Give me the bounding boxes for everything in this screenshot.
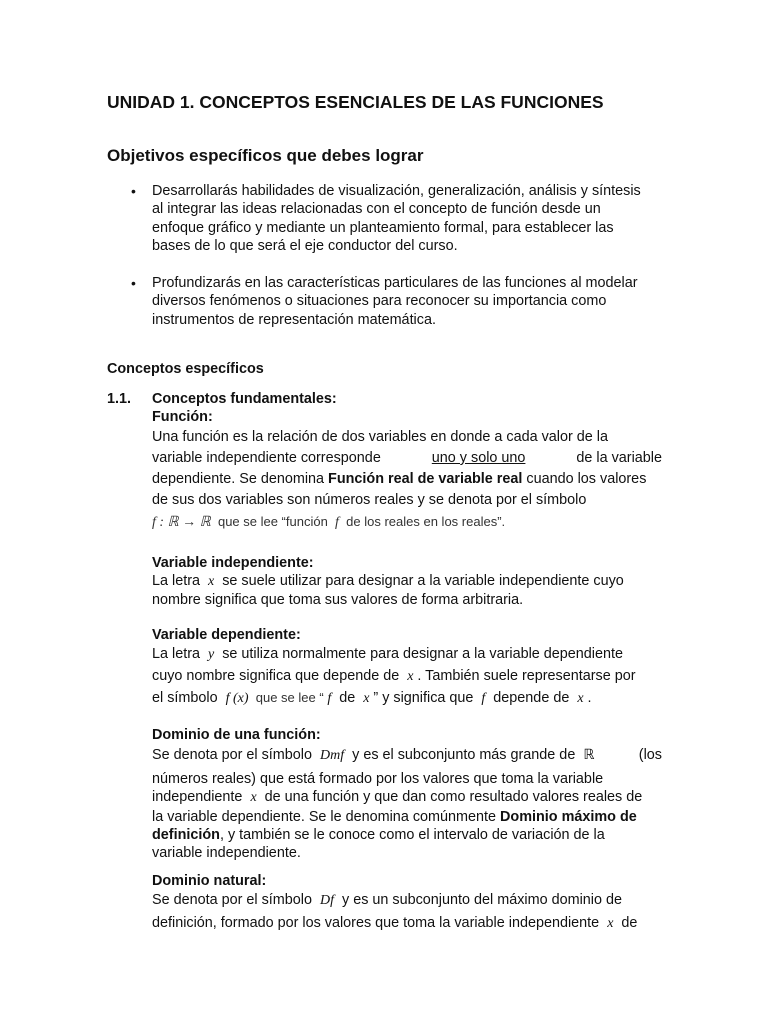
- objective-item-1: [152, 182, 662, 255]
- dominio-line-3-a: independiente: [152, 789, 251, 806]
- bullet-icon: •: [131, 275, 136, 291]
- funcion-line-4: de sus dos variables son números reales y se denota por el símbolo: [152, 492, 587, 508]
- dominio-heading: Dominio de una función:: [152, 727, 321, 743]
- funcion-real-term: Función real de variable real: [328, 471, 523, 487]
- var-dep-line-2-a: cuyo nombre significa que depende de: [152, 667, 408, 684]
- var-dep-line-3-c: de: [331, 690, 364, 706]
- var-dep-line-1-b: se utiliza normalmente para designar a la variable dependiente: [214, 646, 624, 662]
- dominio-natural-paragraph: [152, 889, 662, 935]
- funcion-heading: Función:: [152, 409, 213, 425]
- funcion-line-2-a: variable independiente corresponde: [152, 450, 385, 466]
- dominio-line-1-a: Se denota por el símbolo: [152, 747, 320, 763]
- var-dep-line-3-end: .: [583, 690, 592, 706]
- funcion-line-1: Una función es la relación de dos variables en donde a cada valor de la: [152, 429, 609, 445]
- dominio-line-1: [152, 744, 662, 767]
- dominio-line-4: [152, 808, 662, 826]
- var-dep-line-3: [152, 687, 662, 710]
- bullet-icon: •: [131, 183, 136, 199]
- var-dep-line-3-e: depende de: [485, 690, 578, 706]
- var-ind-line-1: [152, 572, 662, 591]
- section-number: 1.1.: [107, 391, 132, 407]
- dominio-paragraph: [152, 744, 662, 862]
- dominio-line-1-b: y es el subconjunto más grande de: [344, 747, 584, 763]
- dominio-natural-heading: Dominio natural:: [152, 873, 267, 889]
- reals-symbol: ℝ: [583, 748, 595, 763]
- uno-y-solo-uno: uno y solo uno: [431, 450, 526, 466]
- objective-1-line-2: al integrar las ideas relacionadas con el concepto de función desde un: [152, 201, 601, 218]
- var-independiente-paragraph: [152, 572, 662, 610]
- var-dep-x-2: x: [363, 691, 370, 706]
- objective-1-line-4: bases de lo que será el eje conductor del curso.: [152, 237, 458, 254]
- objectives-title: Objetivos específicos que debes lograr: [107, 146, 424, 165]
- dominio-maximo-term: Dominio máximo de: [500, 808, 637, 825]
- var-ind-x: x: [208, 574, 215, 589]
- funcion-line-5-f: f: [335, 515, 339, 530]
- funcion-line-3: [152, 469, 662, 490]
- definicion-term: definición: [152, 826, 220, 843]
- dominio-x: x: [250, 790, 257, 806]
- var-ind-line-1-b: se suele utilizar para designar a la variable independiente cuyo: [214, 573, 624, 589]
- var-dep-line-2: [152, 666, 662, 688]
- funcion-line-5: [152, 511, 662, 533]
- var-dep-line-3-a: el símbolo: [152, 690, 226, 706]
- var-dep-x-3: x: [577, 691, 584, 706]
- dominio-line-3-b: de una función y que dan como resultado valores reales de: [256, 789, 643, 806]
- var-ind-line-1-a: La letra: [152, 573, 208, 589]
- objective-item-2: [152, 274, 662, 329]
- objective-1-line-1: Desarrollarás habilidades de visualización, generalización, análisis y síntesis: [152, 183, 641, 199]
- dominio-natural-line-1: [152, 889, 662, 912]
- var-dep-line-3-b: que se lee “: [248, 690, 328, 705]
- var-ind-line-2: nombre significa que toma sus valores de forma arbitraria.: [152, 592, 524, 609]
- dominio-natural-line-2-b: de: [613, 915, 638, 931]
- funcion-line-3-b: cuando los valores: [522, 471, 647, 487]
- var-dep-f: f: [327, 691, 332, 706]
- var-dep-x: x: [407, 668, 414, 684]
- dominio-line-3: [152, 788, 662, 807]
- var-dependiente-paragraph: [152, 644, 662, 710]
- funcion-line-5-a: que se lee “función: [210, 514, 336, 529]
- section-title: Conceptos fundamentales:: [152, 391, 337, 407]
- dominio-line-5-b: , y también se le conoce como el intervalo de variación de la: [219, 826, 605, 843]
- objective-1-line-3: enfoque gráfico y mediante un planteamiento formal, para establecer las: [152, 219, 614, 236]
- var-dep-f-2: f: [481, 691, 486, 706]
- funcion-paragraph: [152, 427, 662, 533]
- var-dep-line-3-d: ” y significa que: [369, 690, 482, 706]
- var-dep-line-2-b: . También suele representarse por: [413, 667, 636, 684]
- dominio-line-2: números reales) que está formado por los valores que toma la variable: [152, 771, 604, 787]
- funcion-line-3-a: dependiente. Se denomina: [152, 471, 329, 487]
- funcion-line-2: [152, 448, 662, 469]
- objective-2-line-1: Profundizarás en las características particulares de las funciones al modelar: [152, 275, 638, 291]
- unit-title: UNIDAD 1. CONCEPTOS ESENCIALES DE LAS FUNCIONES: [107, 92, 604, 112]
- dominio-line-4-a: la variable dependiente. Se le denomina comúnmente: [152, 808, 501, 825]
- objective-2-line-3: instrumentos de representación matemática.: [152, 311, 436, 328]
- dominio-line-1-c: (los: [630, 747, 662, 763]
- dominio-natural-x: x: [607, 916, 614, 931]
- var-dep-line-1-a: La letra: [152, 646, 208, 662]
- f-of-x-symbol: f (x): [225, 691, 249, 706]
- var-dep-y: y: [208, 647, 215, 662]
- dominio-line-6: variable independiente.: [152, 845, 301, 862]
- objective-2-line-2: diversos fenómenos o situaciones para reconocer su importancia como: [152, 293, 607, 310]
- dominio-line-5: [152, 826, 662, 844]
- dmf-symbol: Dmf: [320, 748, 345, 763]
- dominio-natural-line-2-a: definición, formado por los valores que toma la variable independiente: [152, 915, 608, 931]
- dominio-natural-line-1-b: y es un subconjunto del máximo dominio de: [334, 892, 622, 908]
- funcion-line-2-b: de la variable: [572, 450, 662, 466]
- var-dep-line-1: [152, 644, 662, 666]
- funcion-line-5-b: de los reales en los reales”.: [338, 514, 506, 529]
- df-symbol: Df: [320, 893, 334, 908]
- concepts-title: Conceptos específicos: [107, 361, 264, 377]
- function-notation: f : ℝ → ℝ: [152, 515, 211, 530]
- dominio-natural-line-2: [152, 912, 662, 935]
- var-dependiente-heading: Variable dependiente:: [152, 627, 301, 643]
- var-independiente-heading: Variable independiente:: [152, 555, 314, 571]
- dominio-natural-line-1-a: Se denota por el símbolo: [152, 892, 320, 908]
